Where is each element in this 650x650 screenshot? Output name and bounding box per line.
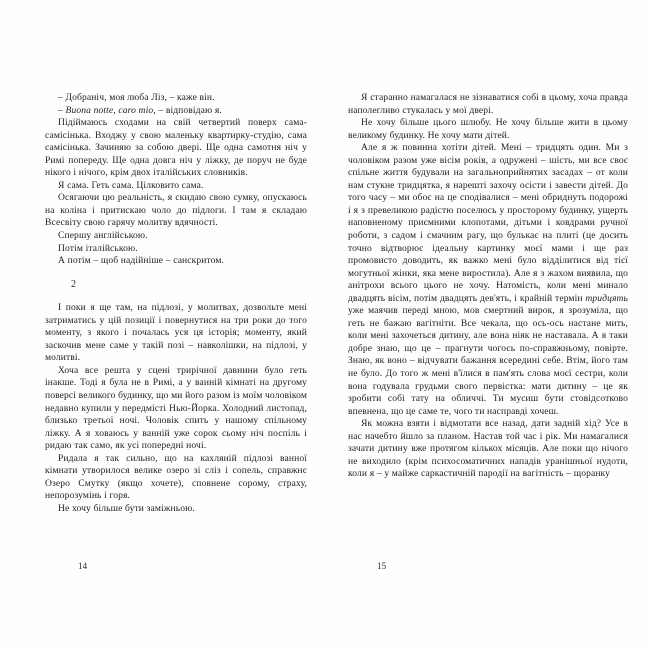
section-number: 2 (71, 278, 76, 290)
paragraph: – Buona notte, caro mio, – відповідаю я. (58, 104, 222, 116)
paragraph: Але я ж повинна хотіти дітей. Мені – тридцять один. Ми з чоловіком разом уже вісім років, а одружені – шість, ми все своє спільне життя будували на загальноприйнятих засадах – от коли нам стукне тридцятка, я нарешті захочу осісти і завести дітей. До того часу – ми обоє на це сподівалися – мені обриднуть подорожі і я з превеликою радістю поселюсь у просторому будинку, ущерть наповненому приємними клопотами, дітьми і ковдрами ручної роботи, з садом і смачним рагу, що булькає на плиті (це досить точно відтворює ідеальну картинку моєї мами і ще раз промовисто доводить, як важко мені було відділитися від тієї могутньої жінки, яка мене виростила). Але я з жахом виявила, що анітрохи всього цього не хочу. Натомість, коли мені минало двадцять вісім, потім двадцять дев'ять, і крайній термін тридцять уже маячив переді мною, мов смертний вирок, я зрозуміла, що геть не бажаю вагітніти. Все чекала, що ось-ось настане мить, коли мені захочеться дитину, але вона ніяк не наставала. А я таки добре знаю, що це – прагнути чогось по-справжньому, повірте. Знаю, як воно – відчувати бажання всередині себе. Втім, його там не було. До того ж мені в'їлися в пам'ять слова моєї сестри, коли вона годувала грудьми свого первістка: мати дитину – це як зробити собі тату на обличчі. Ти мусиш бути стовідсотково впевнена, що це саме те, чого ти насправді хочеш. (348, 142, 628, 417)
page-right-text-block (348, 92, 628, 481)
paragraph: А потім – щоб надійніше – санскритом. (58, 255, 225, 267)
paragraph: Як можна взяти і відмотати все назад, дати задній хід? Усе в нас начебто йшло за планом. Настав той час і рік. Ми намагалися зачати дитину вже протягом кількох місяців. Але поки що нічого не виходило (крім психосоматичних нападів уранішньої нудоти, коли я – у майже саркастичній пародії на вагітність – щоранку (348, 418, 628, 480)
paragraph: Ридала я так сильно, що на кахляній підлозі ванної кімнати утворилося велике озеро зі сліз і сопель, справжнє Озеро Смутку (якщо хочете), сповнене сорому, страху, непорозумінь і горя. (45, 452, 307, 502)
paragraph: Хоча все решта у сцені трирічної давнини було геть інакше. Тоді я була не в Римі, а у ванній кімнаті на другому поверсі великого будинку, що ми його разом із моїм чоловіком недавно купили у передмісті Нью-Йорка. Холодний листопад, близько третьої ночі. Чоловік спить у нашому спільному ліжку. А я ховаюсь у ванній уже сорок сьому ніч поспіль і ридаю так само, як усі попередні ночі. (45, 364, 307, 452)
page-number-left: 14 (78, 561, 88, 571)
paragraph: Не хочу більше бути заміжньою. (58, 502, 195, 514)
page-right (325, 0, 650, 650)
italic-run: Buona notte, caro mio (65, 104, 154, 116)
paragraph: Потім італійською. (58, 242, 138, 254)
paragraph: Я старанно намагалася не зізнаватися собі в цьому, хоча правда наполегливо стукалась у мої двері. (348, 92, 628, 116)
page-number-right: 15 (377, 561, 387, 571)
paragraph: – Добраніч, моя люба Ліз, – каже він. (58, 92, 215, 103)
paragraph: Осягаючи цю реальність, я скидаю свою сумку, опускаюсь на коліна і притискаю чоло до підлоги. І там я складаю Всесвіту свою гарячу молитву вдячності. (45, 192, 307, 229)
page-left-paragraphs-before-section (45, 92, 307, 268)
paragraph: Я сама. Геть сама. Цілковито сама. (58, 179, 204, 191)
paragraph: Підіймаюсь сходами на свій четвертий поверх сама-самісінька. Входжу у свою маленьку квартирку-студію, сама самісінька. Зачиняю за собою двері. Ще одна самотня ніч у Римі попереду. Ще одна довга ніч у ліжку, де поруч не буде нікого і нічого, крім двох італійських словників. (45, 117, 307, 179)
paragraph: Не хочу більше цього шлюбу. Не хочу більше жити в цьому великому будинку. Не хочу мати дітей. (348, 117, 628, 141)
paragraph: Спершу англійською. (58, 230, 148, 242)
page-left-paragraphs-after-section (45, 302, 307, 515)
italic-run: тридцять (585, 292, 628, 304)
page-left-text-block (45, 92, 307, 516)
page-right-paragraphs (348, 92, 628, 481)
paragraph: І поки я ще там, на підлозі, у молитвах, дозвольте мені затриматись у цій позиції і повернутися на три роки до того моменту, з якого і почалась уся ця історія; моменту, який заскочив мене саме у такій позі – навколішки, на підлозі, у молитві. (45, 302, 307, 364)
